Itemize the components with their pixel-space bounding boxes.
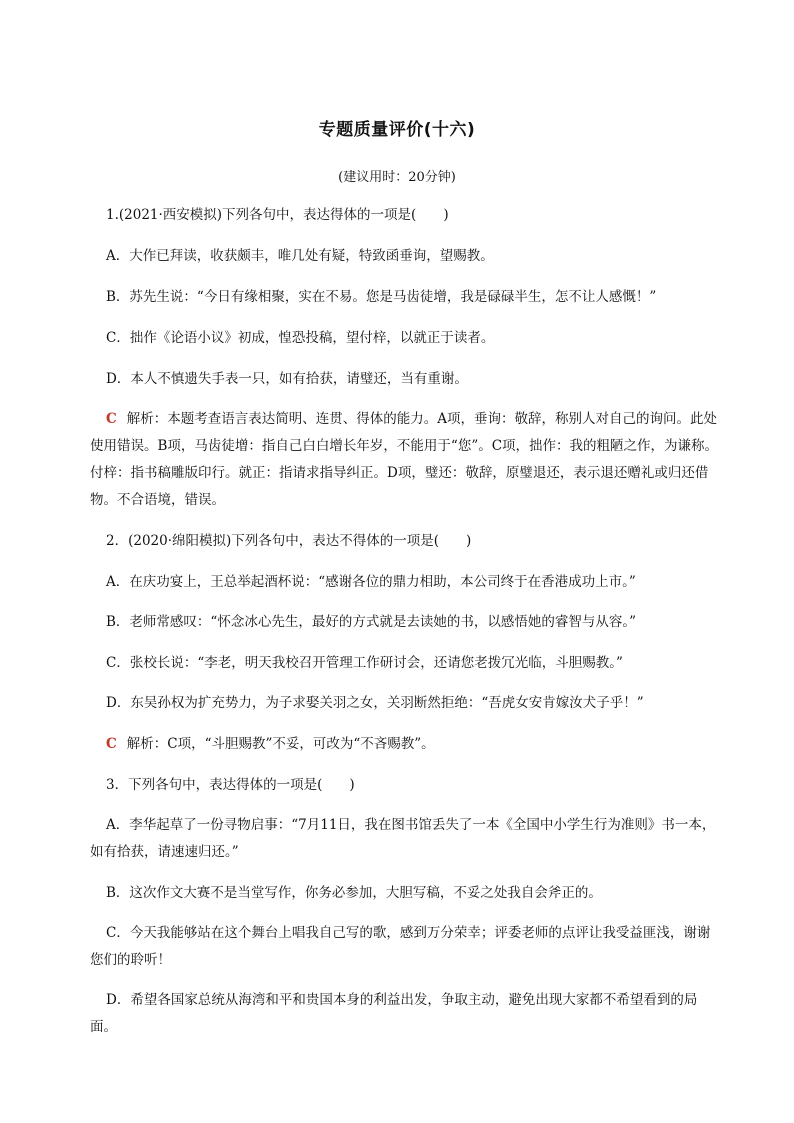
q2-option-a: A．在庆功宴上，王总举起酒杯说：“感谢各位的鼎力相助，本公司终于在香港成功上市。” xyxy=(106,574,636,590)
time-suggestion: (建议用时：20分钟) xyxy=(338,170,456,185)
q1-option-a: A．大作已拜读，收获颇丰，唯几处有疑，特致函垂询，望赐教。 xyxy=(106,248,494,264)
page-title: 专题质量评价(十六) xyxy=(318,120,476,140)
q1-option-b: B．苏先生说：“今日有缘相聚，实在不易。您是马齿徒增，我是碌碌半生，怎不让人感慨！” xyxy=(106,289,657,305)
q3-option-d: D．希望各国家总统从海湾和平和贵国本身的利益出发，争取主动，避免出现大家都不希望看到的局面。 xyxy=(90,992,698,1035)
q1-analysis: 解析：本题考查语言表达简明、连贯、得体的能力。A项，垂询：敬辞，称别人对自己的询问。此处使用错误。B项，马齿徒增：指自己白白增长年岁，不能用于“您”。C项，拙作：我的粗陋之作，为谦称。付梓：指书稿雕版印行。就正：指请求指导纠正。D项，璧还：敬辞，原璧退还，表示退还赠礼或归还借物。不合语境，错误。 xyxy=(90,411,719,508)
q2-option-d: D．东吴孙权为扩充势力，为子求娶关羽之女，关羽断然拒绝：“吾虎女安肯嫁汝犬子乎！” xyxy=(106,695,644,711)
q2-analysis: 解析：C项，“斗胆赐教”不妥，可改为“不吝赐教”。 xyxy=(126,736,435,752)
q3-option-b: B．这次作文大赛不是当堂写作，你务必参加，大胆写稿，不妥之处我自会斧正的。 xyxy=(106,885,602,901)
q2-stem: 2．(2020·绵阳模拟)下列各句中，表达不得体的一项是( ) xyxy=(106,533,472,549)
q1-option-d: D．本人不慎遗失手表一只，如有拾获，请璧还，当有重谢。 xyxy=(106,371,468,387)
q2-answer-block xyxy=(90,731,720,758)
q2-option-c: C．张校长说：“李老，明天我校召开管理工作研讨会，还请您老拨冗光临，斗胆赐教。” xyxy=(106,655,623,671)
q2-answer: C xyxy=(106,736,117,752)
q1-answer-block xyxy=(90,406,720,514)
q1-option-c: C．拙作《论语小议》初成，惶恐投稿，望付梓，以就正于读者。 xyxy=(106,330,495,346)
q3-option-c: C．今天我能够站在这个舞台上唱我自己写的歌，感到万分荣幸；评委老师的点评让我受益匪浅，谢谢您们的聆听！ xyxy=(90,925,711,968)
q3-option-a: A．李华起草了一份寻物启事：“7月11日，我在图书馆丢失了一本《全国中小学生行为准则》书一本，如有拾获，请速速归还。” xyxy=(90,817,716,860)
q1-answer: C xyxy=(106,411,117,427)
q3-stem: 3．下列各句中，表达得体的一项是( ) xyxy=(106,777,355,793)
q1-stem: 1.(2021·西安模拟)下列各句中，表达得体的一项是( ) xyxy=(106,207,449,223)
q2-option-b: B．老师常感叹：“怀念冰心先生，最好的方式就是去读她的书，以感悟她的睿智与从容。” xyxy=(106,614,636,630)
